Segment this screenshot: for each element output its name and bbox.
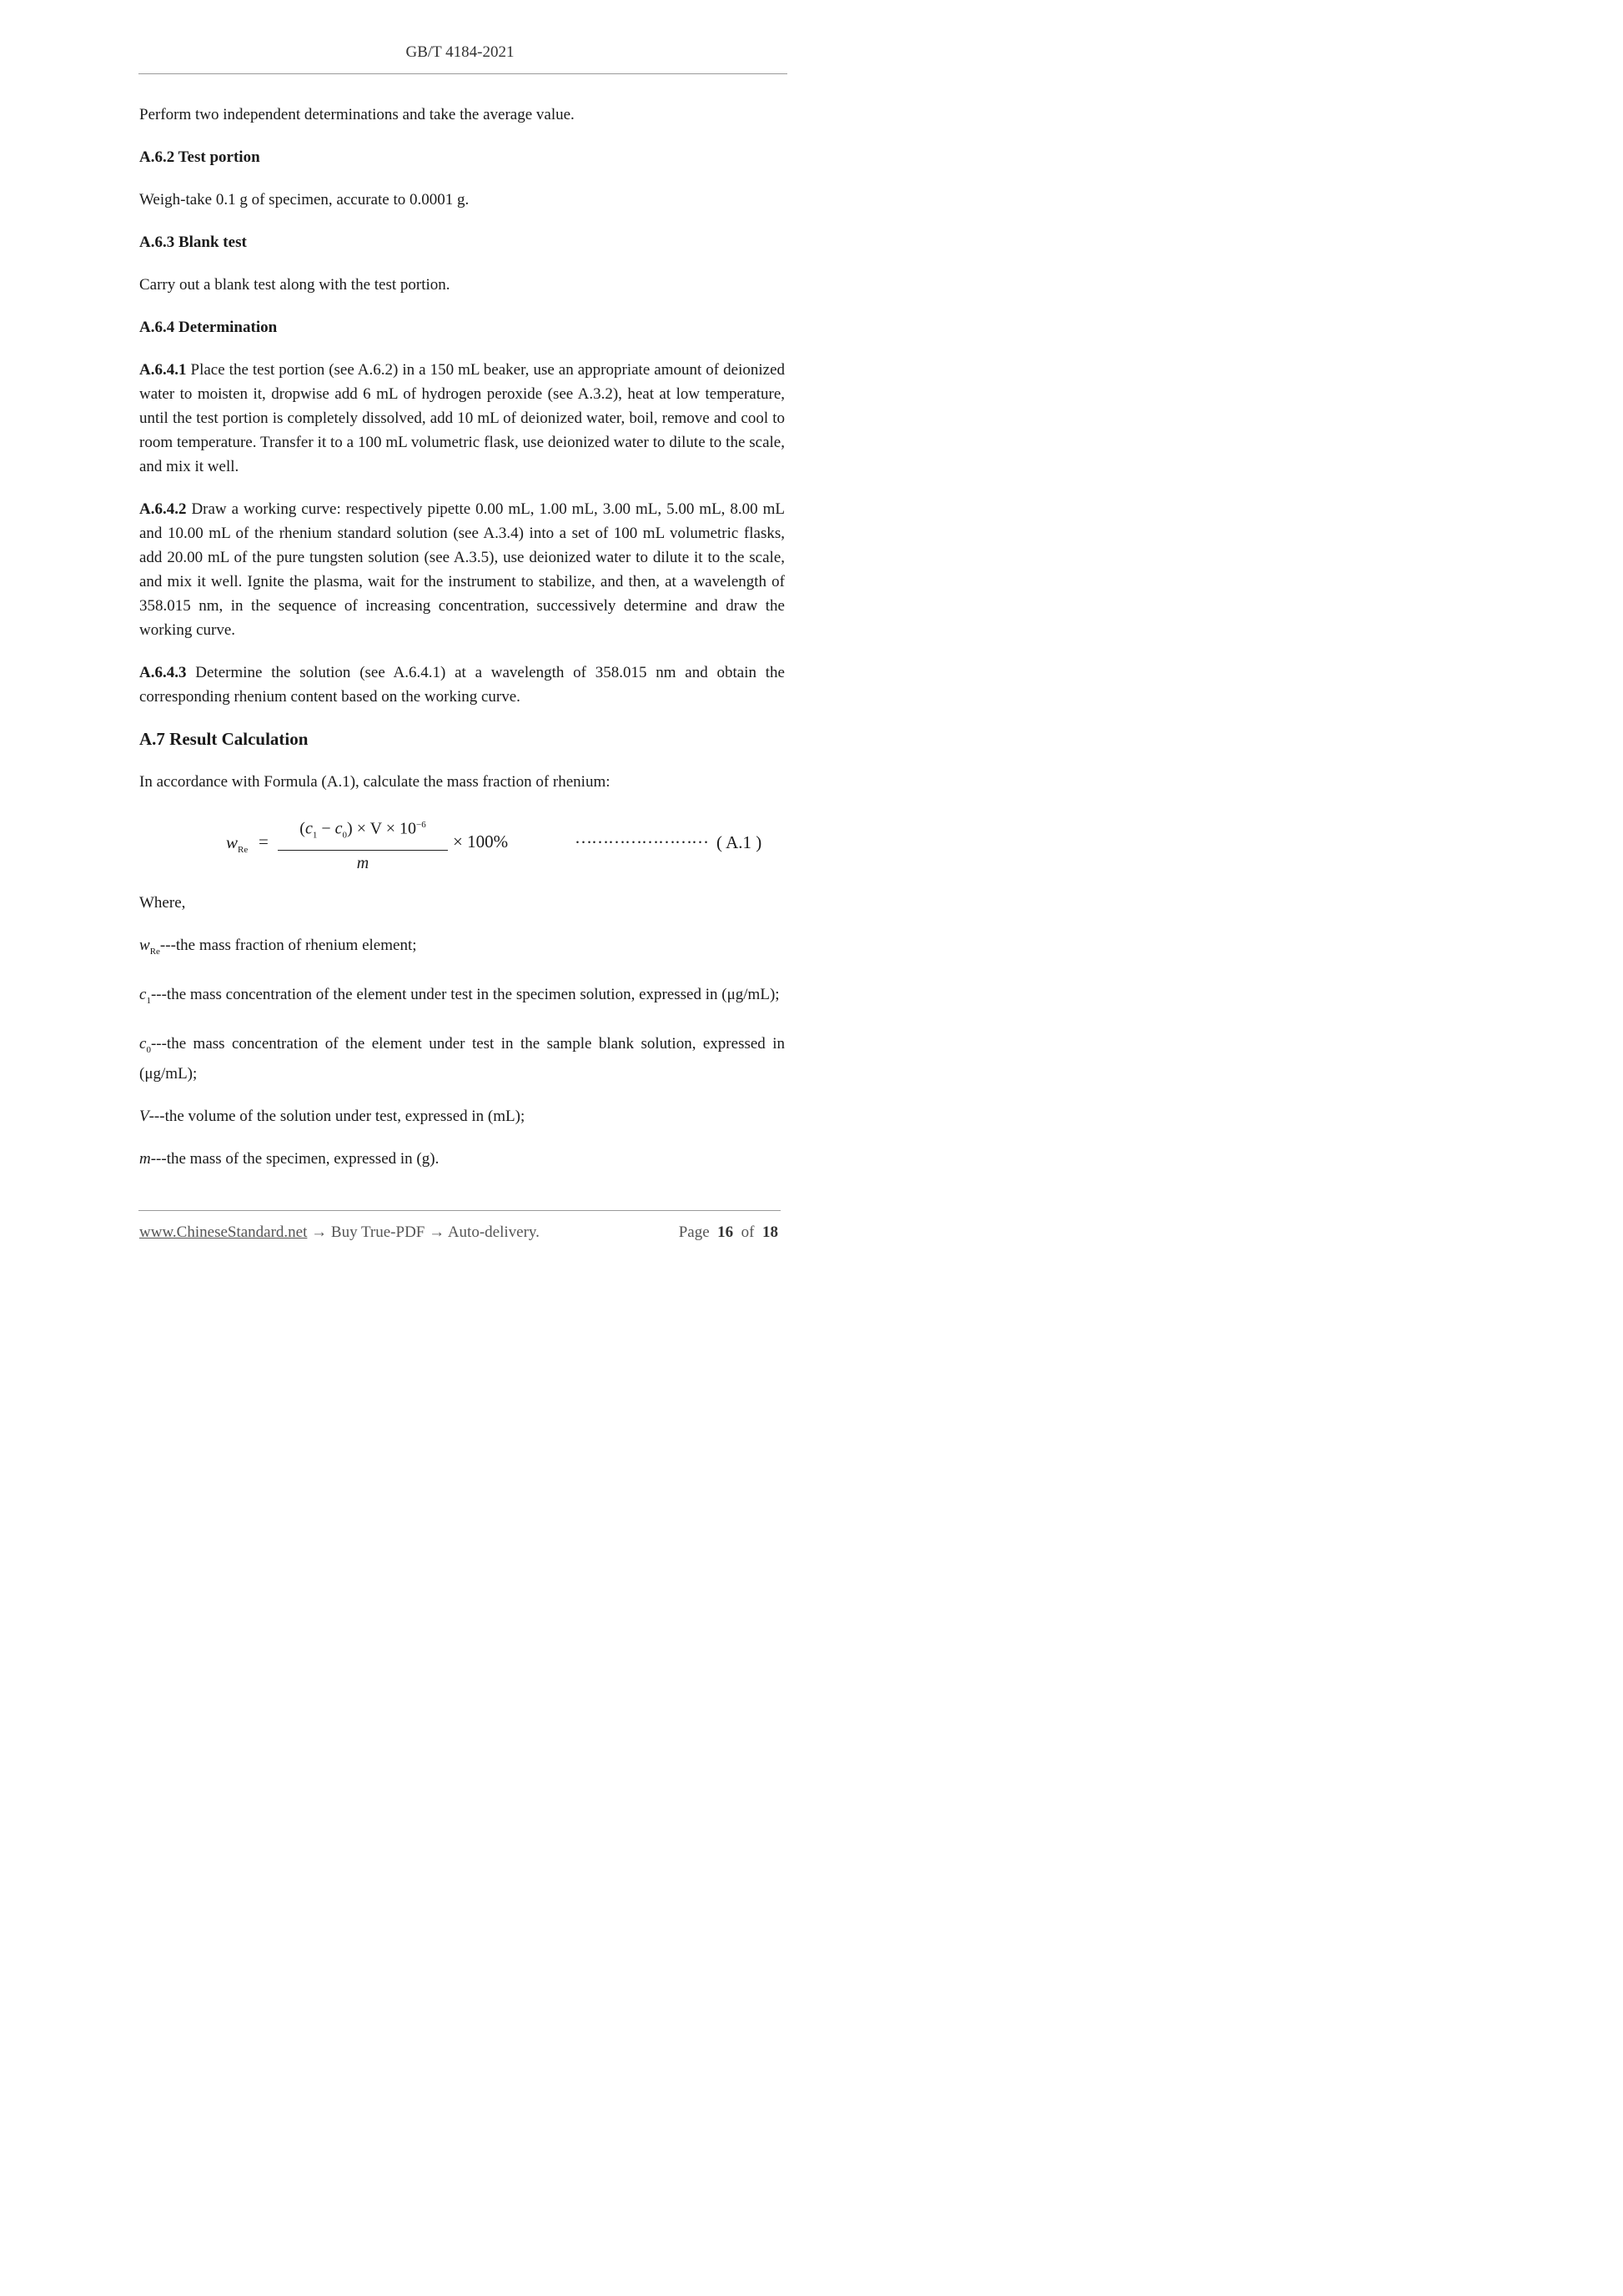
clause-number-a642: A.6.4.2 (139, 500, 187, 518)
auto-delivery-text: Auto-delivery. (447, 1223, 540, 1241)
clause-text-a641: Place the test portion (see A.6.2) in a 150 mL beaker, use an appropriate amount of deionized water to moisten it, dropwise add 6 mL of hydrogen peroxide (see A.3.2), heat at low temperature, until the test portion is completely dissolved, add 10 mL of deionized water, boil, remove and cool to room temperature. Transfer it to a 100 mL volumetric flask, use deionized water to dilute to the scale, and mix it well. (139, 361, 785, 475)
page-footer (139, 1223, 780, 1242)
formula-label: ( A.1 ) (716, 832, 762, 852)
paragraph-a62: Weigh-take 0.1 g of specimen, accurate to 0.0001 g. (139, 191, 470, 208)
paragraph-a63: Carry out a blank test along with the test portion. (139, 276, 450, 294)
variable-definition-v: V---the volume of the solution under test, expressed in (mL); (139, 1108, 525, 1126)
clause-number-a643: A.6.4.3 (139, 664, 187, 681)
page-header (0, 43, 920, 62)
intro-paragraph: Perform two independent determinations and take the average value. (139, 106, 575, 123)
paragraph-a642 (139, 497, 785, 642)
paragraph-a643 (139, 661, 785, 709)
document-code: GB/T 4184-2021 (405, 43, 515, 61)
variable-definition-wre: $w_{Re}--$-the mass fraction of rhenium element; (139, 937, 417, 957)
formula-fraction (278, 812, 448, 876)
section-heading-a64: A.6.4 Determination (139, 319, 278, 336)
section-heading-a7: A.7 Result Calculation (139, 729, 309, 749)
buy-pdf-text: Buy True-PDF (330, 1223, 425, 1241)
paragraph-a641 (139, 358, 785, 479)
variable-definition-c1: $c_1--$-the mass concentration of the element under test in the specimen solution, expressed in (μg/mL); (139, 985, 780, 1006)
formula-equals: = (259, 831, 269, 852)
formula-multiplier: × 100% (453, 831, 509, 852)
page-body (139, 103, 785, 1189)
where-label: Where, (139, 894, 186, 912)
footer-divider (138, 1210, 781, 1211)
website-link[interactable]: www.ChineseStandard.net (139, 1223, 308, 1241)
header-divider (138, 73, 787, 74)
arrow-icon: → (429, 1223, 445, 1241)
page-number: Page 16 of 18 (678, 1223, 778, 1241)
variable-definition-c0: $c_0--$-the mass concentration of the element under test in the sample blank solution, expressed in (μg/mL); (139, 1034, 785, 1083)
paragraph-a7: In accordance with Formula (A.1), calculate the mass fraction of rhenium: (139, 773, 611, 791)
clause-text-a643: Determine the solution (see A.6.4.1) at a wavelength of 358.015 nm and obtain the corresponding rhenium content based on the working curve. (139, 664, 785, 706)
formula-denominator: m (356, 853, 369, 872)
clause-text-a642: Draw a working curve: respectively pipette 0.00 mL, 1.00 mL, 3.00 mL, 5.00 mL, 8.00 mL and 10.00 mL of the rhenium standard solution (see A.3.4) into a set of 100 mL volumetric flasks, add 20.00 mL of the pure tungsten solution (see A.3.5), use deionized water to dilute it to the scale, and mix it well. Ignite the plasma, wait for the instrument to stabilize, and then, at a wavelength of 358.015 nm, in the sequence of increasing concentration, successively determine and draw the working curve. (139, 500, 785, 639)
formula-leader-dots: …………………… (575, 827, 708, 847)
arrow-icon: → (311, 1223, 328, 1241)
clause-number-a641: A.6.4.1 (139, 361, 187, 379)
formula-lhs: $w_{Re}$ (226, 832, 249, 856)
formula-numerator: $(c_1 - c_0) \times V \times 10^{-6}$ (278, 812, 448, 851)
variable-definition-m: m---the mass of the specimen, expressed in (g). (139, 1150, 440, 1168)
section-heading-a63: A.6.3 Blank test (139, 234, 247, 251)
formula-a1 (139, 812, 785, 874)
section-heading-a62: A.6.2 Test portion (139, 148, 260, 166)
